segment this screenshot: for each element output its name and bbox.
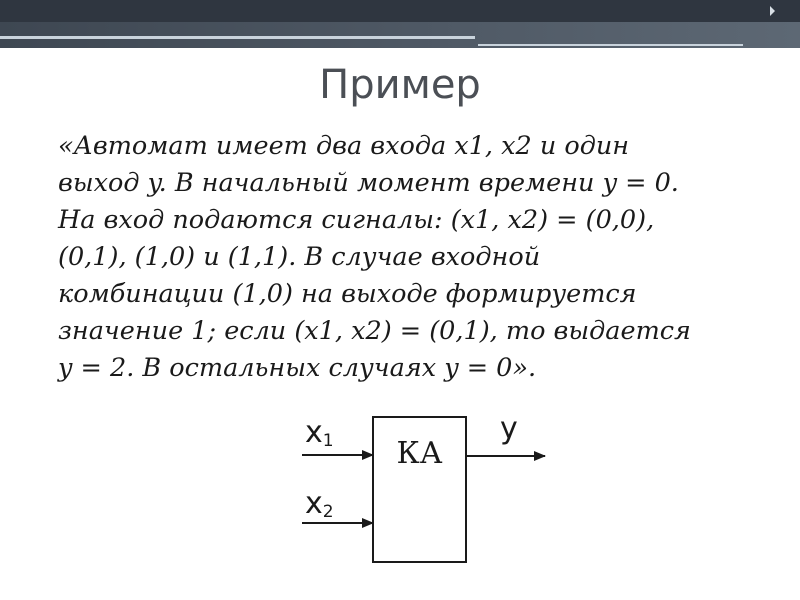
header-accent-line-short [478,44,743,46]
paragraph-1 [58,128,778,276]
text-line: y = 2. В остальных случаях y = 0». [58,353,537,383]
paragraph-2 [58,276,778,387]
input1-subscript: 1 [322,431,334,451]
text-line: (0,1), (1,0) и (1,1). В случае входной [58,242,541,272]
input1-label: x1 [305,415,334,451]
slide-body [58,128,778,387]
text-line: значение 1; если (x1, x2) = (0,1), то выдается [58,316,691,346]
header-triangle-icon [770,6,775,16]
output-label: y [500,411,518,446]
ka-block-label: КА [396,436,443,471]
text-line: На вход подаются сигналы: (x1, x2) = (0,0), [58,205,655,235]
text-line: комбинации (1,0) на выходе формируется [58,279,637,309]
text-line: «Автомат имеет два входа x1, x2 и один [58,131,630,161]
input2-label: x2 [305,486,334,522]
text-line: выход y. В начальный момент времени y = 0. [58,168,679,198]
slide-title: Пример [319,62,481,108]
input2-subscript: 2 [322,502,334,522]
automaton-diagram [290,400,560,565]
header-accent-line [0,36,475,39]
header-dark-bar [0,0,800,22]
